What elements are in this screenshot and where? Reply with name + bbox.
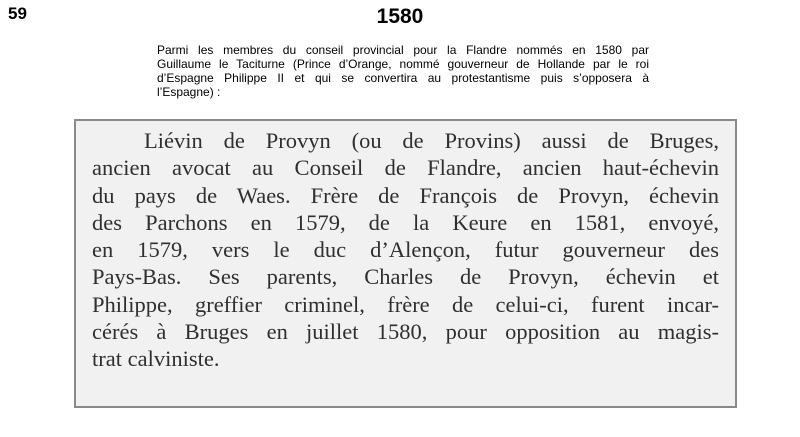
intro-line: Parmi les membres du conseil provincial pour la Flandre nommés en 1580 par — [157, 43, 649, 57]
intro-line: l’Espagne) : — [157, 85, 221, 99]
scanned-line: Pays-Bas. Ses parents, Charles de Provyn, échevin et — [92, 264, 719, 290]
scanned-line: ancien avocat au Conseil de Flandre, ancien haut-échevin — [92, 155, 719, 181]
scanned-line: des Parchons en 1579, de la Keure en 1581, envoyé, — [92, 209, 719, 235]
scanned-excerpt — [74, 119, 737, 408]
intro-line: d’Espagne Philippe II et qui se convertira au protestantisme puis s’opposera à — [157, 71, 649, 85]
intro-line: Guillaume le Taciturne (Prince d’Orange, nommé gouverneur de Hollande par le roi — [157, 57, 649, 71]
page-number: 59 — [8, 4, 27, 23]
scanned-text — [92, 127, 719, 373]
scanned-line: cérés à Bruges en juillet 1580, pour opposition au magis- — [92, 319, 719, 345]
scanned-line: trat calviniste. — [92, 346, 220, 372]
year-title: 1580 — [376, 5, 424, 28]
intro-paragraph — [157, 43, 649, 99]
scanned-line: en 1579, vers le duc d’Alençon, futur gouverneur des — [92, 237, 719, 263]
scanned-line: Philippe, greffier criminel, frère de celui-ci, furent incar- — [92, 291, 719, 317]
scanned-line: du pays de Waes. Frère de François de Provyn, échevin — [92, 182, 719, 208]
scanned-line: Liévin de Provyn (ou de Provins) aussi de Bruges, — [144, 128, 719, 153]
